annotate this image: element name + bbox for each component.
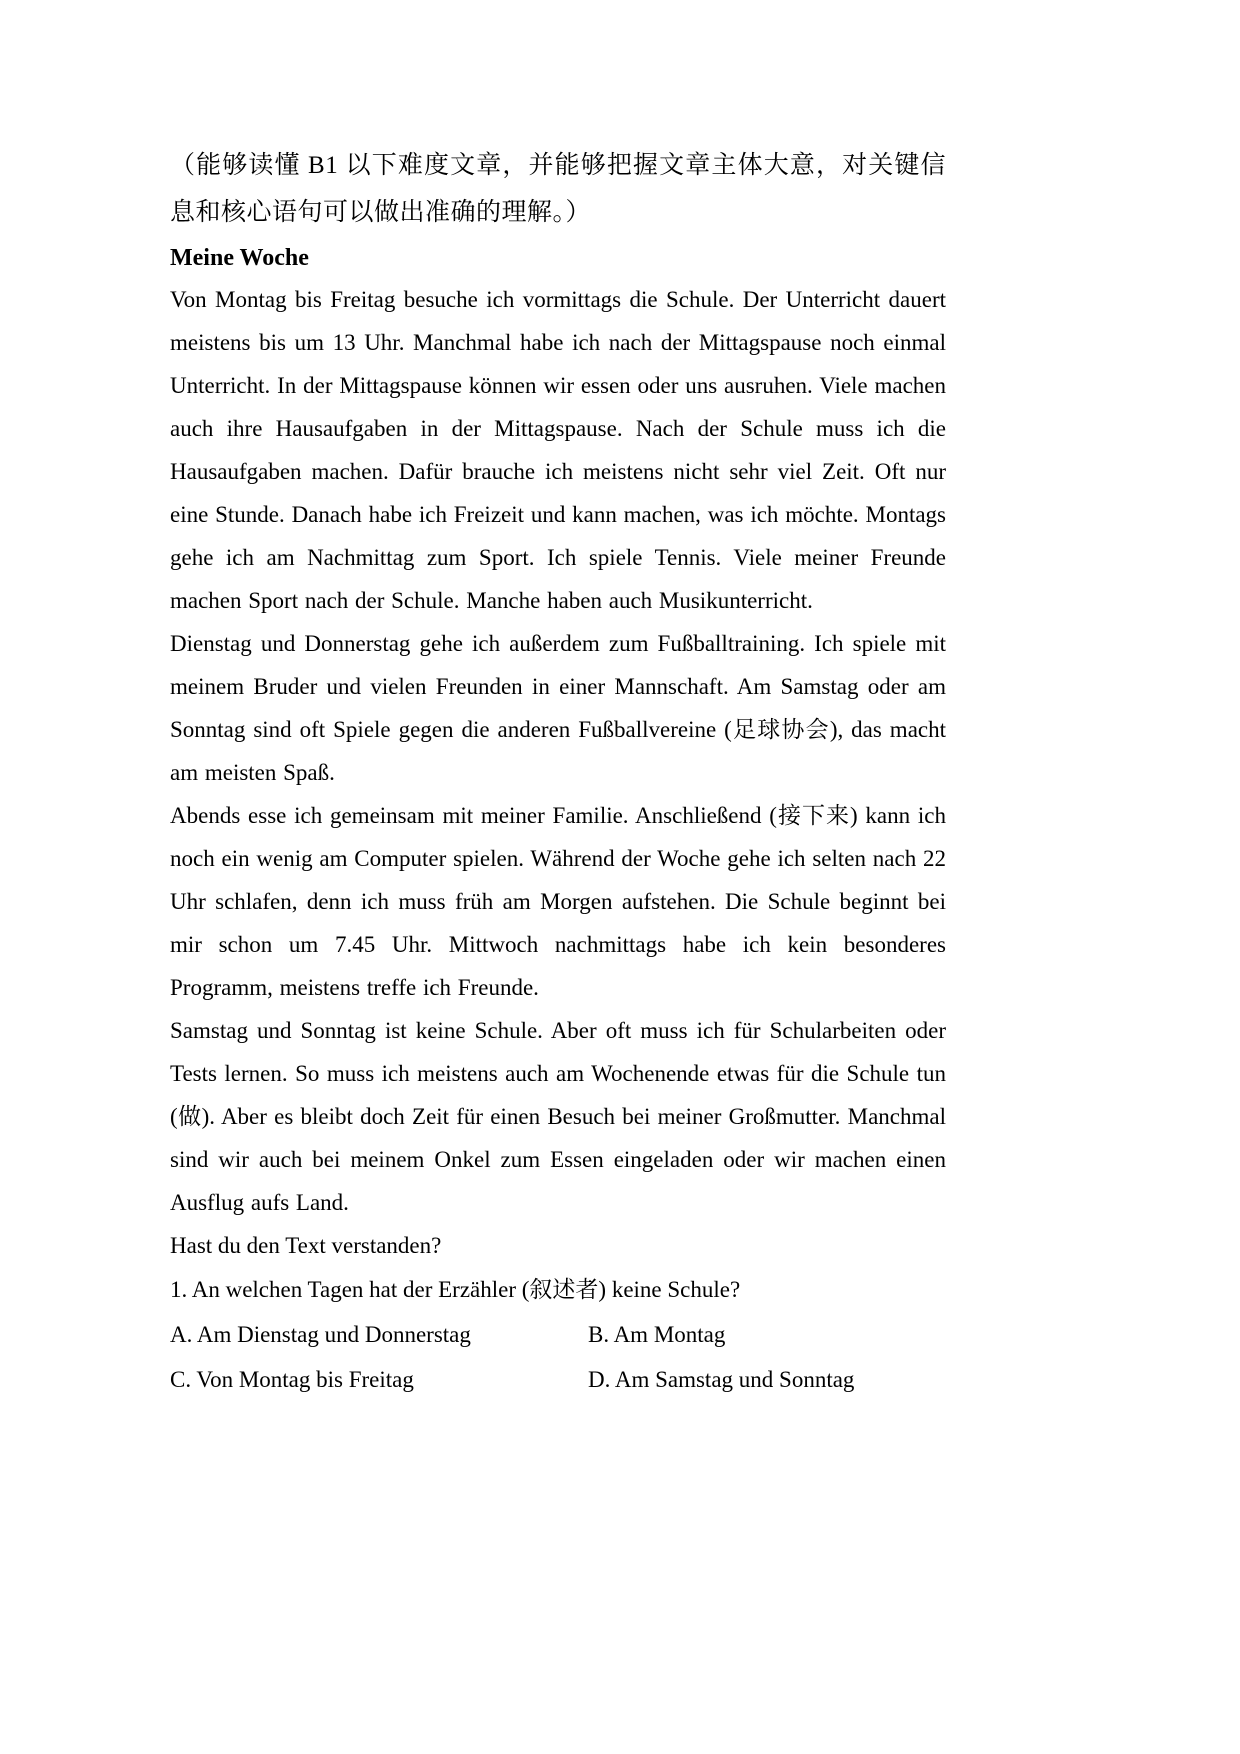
option-a: A. Am Dienstag und Donnerstag bbox=[170, 1322, 471, 1347]
option-c: C. Von Montag bis Freitag bbox=[170, 1367, 414, 1392]
chinese-ability-note: （能够读懂 B1 以下难度文章，并能够把握文章主体大意，对关键信息和核心语句可以做出准确的理解。） bbox=[170, 152, 946, 226]
passage-paragraph-4: Samstag und Sonntag ist keine Schule. Aber oft muss ich für Schularbeiten oder Tests lernen. So muss ich meistens auch am Wochenende etwas für die Schule tun (做). Aber es bleibt doch Zeit für einen Besuch bei meiner Großmutter. Manchmal sind wir auch bei meinem Onkel zum Essen eingeladen oder wir machen einen Ausflug aufs Land. bbox=[170, 1018, 946, 1215]
passage-paragraph-3: Abends esse ich gemeinsam mit meiner Familie. Anschließend (接下来) kann ich noch ein wenig am Computer spielen. Während der Woche gehe ich selten nach 22 Uhr schlafen, denn ich muss früh am Morgen aufstehen. Die Schule beginnt bei mir schon um 7.45 Uhr. Mittwoch nachmittags habe ich kein besonderes Programm, meistens treffe ich Freunde. bbox=[170, 803, 946, 1000]
passage-paragraph-1: Von Montag bis Freitag besuche ich vormittags die Schule. Der Unterricht dauert meistens bis um 13 Uhr. Manchmal habe ich nach der Mittagspause noch einmal Unterricht. In der Mittagspause können wir essen oder uns ausruhen. Viele machen auch ihre Hausaufgaben in der Mittagspause. Nach der Schule muss ich die Hausaufgaben machen. Dafür brauche ich meistens nicht sehr viel Zeit. Oft nur eine Stunde. Danach habe ich Freizeit und kann machen, was ich möchte. Montags gehe ich am Nachmittag zum Sport. Ich spiele Tennis. Viele meiner Freunde machen Sport nach der Schule. Manche haben auch Musikunterricht. bbox=[170, 287, 946, 613]
option-d: D. Am Samstag und Sonntag bbox=[588, 1367, 855, 1392]
option-b: B. Am Montag bbox=[588, 1322, 726, 1347]
comprehension-prompt: Hast du den Text verstanden? bbox=[170, 1233, 442, 1258]
question-1: 1. An welchen Tagen hat der Erzähler (叙述者) keine Schule? bbox=[170, 1277, 741, 1302]
question-1-options bbox=[170, 1312, 946, 1402]
passage-paragraph-2: Dienstag und Donnerstag gehe ich außerdem zum Fußballtraining. Ich spiele mit meinem Bruder und vielen Freunden in einer Mannschaft. Am Samstag oder am Sonntag sind oft Spiele gegen die anderen Fußballvereine (足球协会), das macht am meisten Spaß. bbox=[170, 631, 946, 785]
document-content bbox=[170, 142, 946, 1402]
passage-title: Meine Woche bbox=[170, 245, 309, 271]
